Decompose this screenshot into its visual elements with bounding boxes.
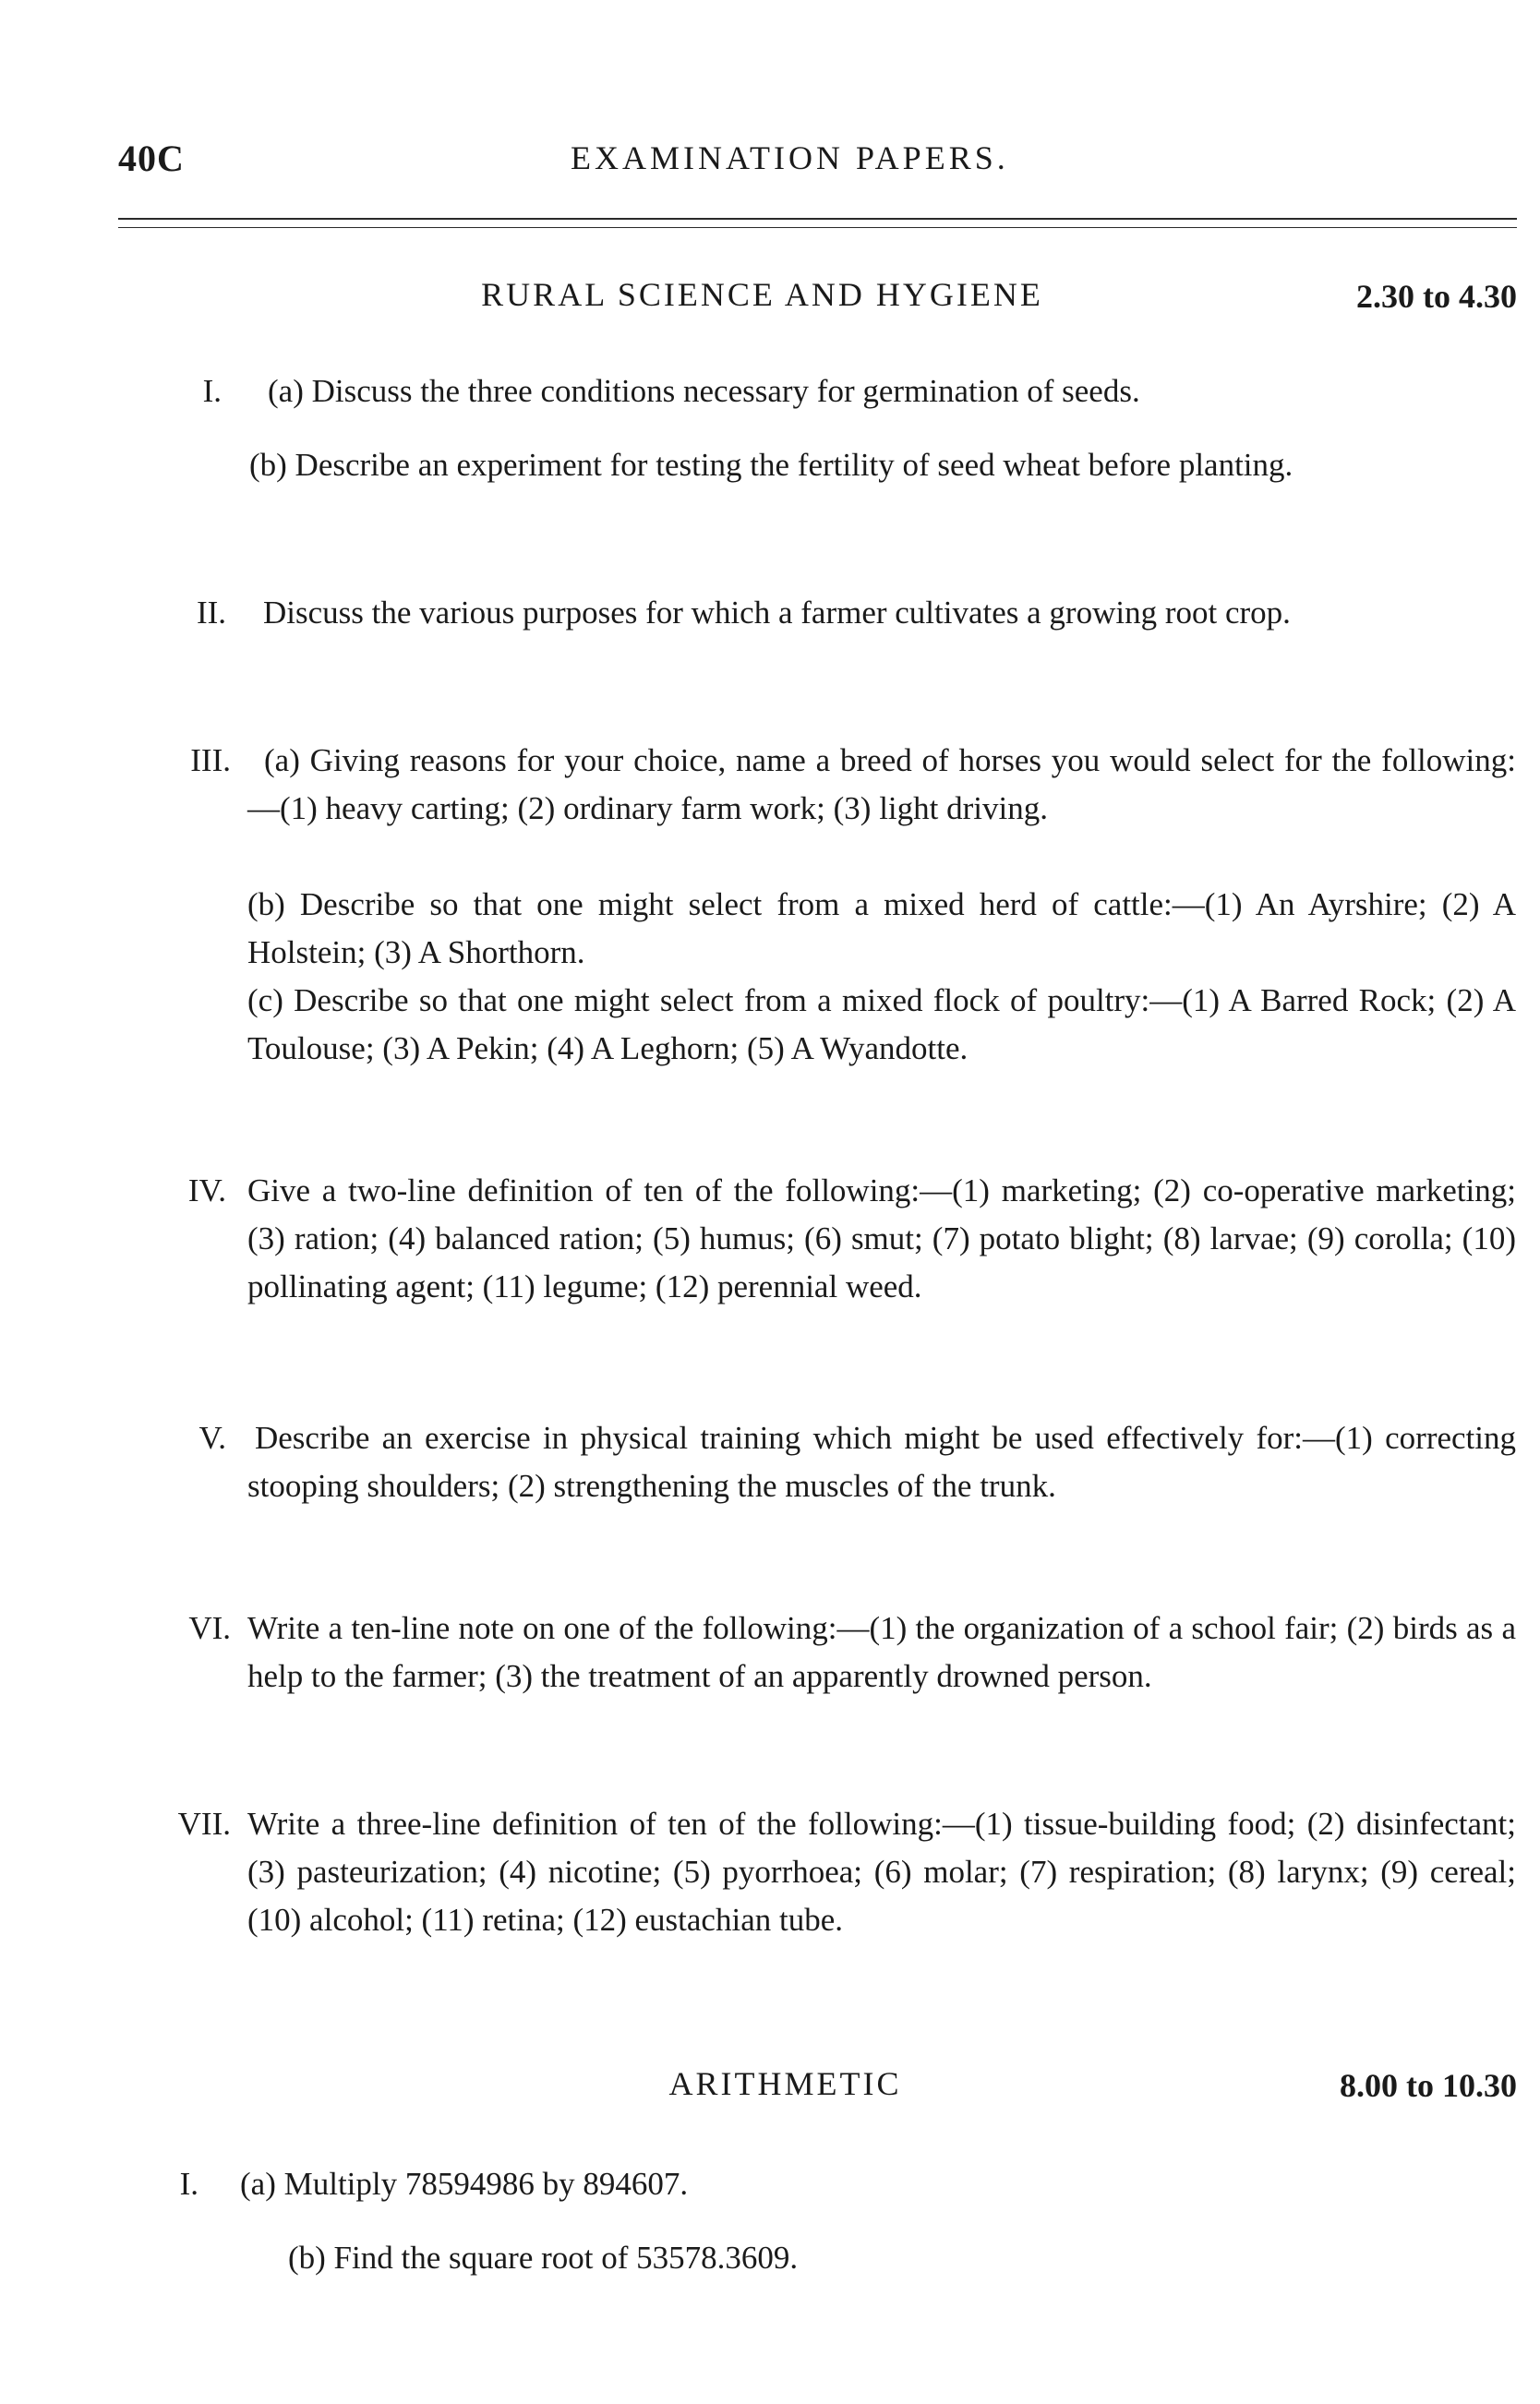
header-rule xyxy=(118,218,1517,220)
question-part: (a) Multiply 78594986 by 894607. xyxy=(240,2166,689,2202)
question-number: I. xyxy=(202,373,222,409)
question-part: (b) Describe so that one might select from a mixed herd of cattle:—(1) An Ayrshire; (2) A Holstein; (3) A Shorthorn. xyxy=(247,886,1516,970)
question-number: IV. xyxy=(187,1172,226,1208)
question-number: V. xyxy=(199,1420,226,1456)
question-number: I. xyxy=(179,2166,199,2202)
section-heading-arithmetic xyxy=(118,2064,1517,2110)
section-title: RURAL SCIENCE AND HYGIENE xyxy=(481,276,1043,313)
question-part: Describe an exercise in physical training which might be used effectively for:—(1) correcting stooping shoulders; (2) strengthening the muscles of the trunk. xyxy=(247,1420,1516,1504)
section-time: 2.30 to 4.30 xyxy=(1356,278,1517,315)
question-part: (b) Describe an experiment for testing the fertility of seed wheat before planting. xyxy=(249,447,1293,483)
question-part: (a) Giving reasons for your choice, name a breed of horses you would select for the following:—(1) heavy carting; (2) ordinary farm work; (3) light driving. xyxy=(247,742,1516,826)
question-part: Write a ten-line note on one of the following:—(1) the organization of a school fair; (2) birds as a help to the farmer; (3) the treatment of an apparently drowned person. xyxy=(247,1610,1516,1694)
question-part: Discuss the various purposes for which a farmer cultivates a growing root crop. xyxy=(263,595,1291,631)
question-part: (c) Describe so that one might select from a mixed flock of poultry:—(1) A Barred Rock; (2) A Toulouse; (3) A Pekin; (4) A Leghorn; (5) A Wyandotte. xyxy=(247,982,1516,1066)
page-number: 40C xyxy=(118,138,185,179)
section-heading-rural-science xyxy=(118,275,1517,321)
header-rule-thin xyxy=(118,227,1517,228)
question-number: III. xyxy=(190,742,231,778)
question-part: (b) Find the square root of 53578.3609. xyxy=(288,2240,799,2276)
question-number: II. xyxy=(196,595,226,631)
question-number: VII. xyxy=(177,1806,231,1842)
question-number: VI. xyxy=(188,1610,231,1646)
question-part: (a) Discuss the three conditions necessary for germination of seeds. xyxy=(268,373,1140,409)
question-part: Give a two-line definition of ten of the following:—(1) marketing; (2) co-operative marketing; (3) ration; (4) balanced ration; (5) humus; (6) smut; (7) potato blight; (8) larvae; (9) corolla; (10) pollinating agent; (11) legume; (12) perennial weed. xyxy=(247,1172,1516,1304)
section-title: ARITHMETIC xyxy=(668,2065,902,2102)
running-title: EXAMINATION PAPERS. xyxy=(571,139,1009,176)
section-time: 8.00 to 10.30 xyxy=(1340,2067,1517,2104)
running-header xyxy=(118,137,1512,192)
question-part: Write a three-line definition of ten of the following:—(1) tissue-building food; (2) disinfectant; (3) pasteurization; (4) nicotine; (5) pyorrhoea; (6) molar; (7) respiration; (8) larynx; (9) cereal; (10) alcohol; (11) retina; (12) eustachian tube. xyxy=(247,1806,1516,1938)
